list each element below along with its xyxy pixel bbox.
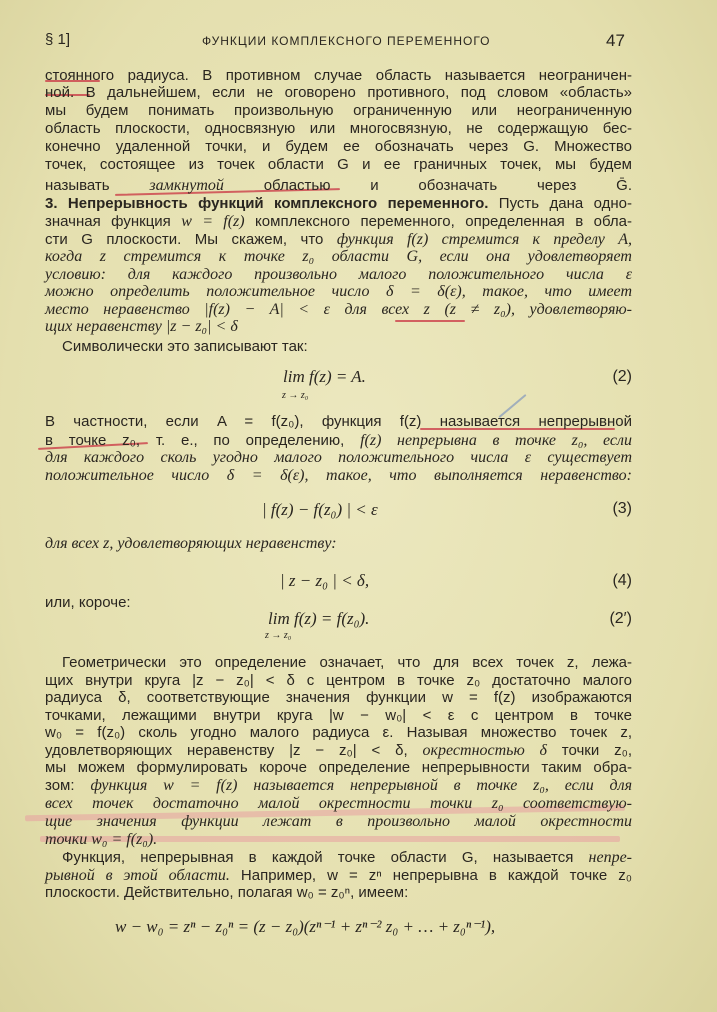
text-line xyxy=(45,813,632,831)
text-line xyxy=(45,449,632,467)
text-run: или, короче: xyxy=(45,594,131,611)
text-line xyxy=(45,138,632,156)
text-line xyxy=(45,884,632,902)
text-run: сти G плоскости. Мы скажем, что xyxy=(45,231,337,248)
text-line xyxy=(45,867,632,885)
text-run: зом: xyxy=(45,777,91,794)
italic-text: всех точек достаточно малой окрестности точки z₀ соответствую- xyxy=(45,795,632,812)
text-run: w₀ = f(z₀) сколь угодно малого радиуса ε. Называя множество точек z, xyxy=(45,724,632,741)
text-run: Например, w = zⁿ непрерывна в каждой точке z₀ xyxy=(229,867,632,884)
text-line xyxy=(45,742,632,760)
text-run: точки z₀, xyxy=(546,742,633,759)
italic-text: окрестностью δ xyxy=(422,742,547,759)
italic-text: w = f(z) xyxy=(181,213,245,230)
text-line xyxy=(45,535,632,553)
text-line xyxy=(45,301,632,319)
text-run: мы можем формулировать короче определение непрерывности таким обра- xyxy=(45,759,632,776)
italic-text: f(z) непрерывна в точке z₀, если xyxy=(360,432,632,449)
italic-text: для всех z, удовлетворяющих неравенству: xyxy=(45,535,337,552)
italic-text: рывной в этой области. xyxy=(45,867,230,884)
text-line xyxy=(45,759,632,777)
formula-4: | z − z₀ | < δ, xyxy=(280,571,370,590)
text-line xyxy=(45,672,632,690)
formula-2-prime-number: (2′) xyxy=(609,610,632,627)
text-line xyxy=(45,195,632,213)
formula-5: w − w₀ = zⁿ − z₀ⁿ = (z − z₀)(zⁿ⁻¹ + zⁿ⁻² z₀ + … + z₀ⁿ⁻¹), xyxy=(115,917,496,936)
italic-text: непре- xyxy=(588,849,632,866)
text-line xyxy=(45,213,632,231)
text-run: Пусть дана одно- xyxy=(488,195,632,212)
text-line xyxy=(45,248,632,266)
text-run: радиуса δ, соответствующие значения функции w = f(z) изображаются xyxy=(45,689,632,706)
text-run: стоянного радиуса. В противном случае область называется неограничен- xyxy=(45,67,632,84)
formula-3-number: (3) xyxy=(612,500,632,517)
italic-text: замкнутой xyxy=(149,177,224,194)
formula-4-number: (4) xyxy=(612,572,632,589)
text-line xyxy=(45,467,632,485)
text-run: удовлетворяющих неравенству |z − z₀| < δ, xyxy=(45,742,423,759)
text-run: конечно удаленной точки, и будем ее обозначать через G. Множество xyxy=(45,138,632,155)
italic-text: можно определить положительное число δ = δ(ε), такое, что имеет xyxy=(45,283,632,300)
text-run: значная функция xyxy=(45,213,182,230)
italic-text: щих неравенству |z − z₀| < δ xyxy=(45,318,238,335)
text-line xyxy=(62,338,632,356)
italic-text: для каждого сколь угодно малого положительного числа ε существует xyxy=(45,449,632,466)
formula-2-number: (2) xyxy=(612,368,632,385)
italic-text: щие значения функции лежат в произвольно малой окрестности xyxy=(45,813,632,830)
italic-text: когда z стремится к точке z₀ области G, если она удовлетворяет xyxy=(45,248,632,265)
text-line xyxy=(45,724,632,742)
section-marker: § 1] xyxy=(45,31,71,48)
italic-text: функция f(z) стремится к пределу A, xyxy=(336,231,632,248)
text-line xyxy=(45,831,632,849)
text-line xyxy=(45,231,632,249)
text-run: плоскости. Действительно, полагая w₀ = z₀ⁿ, имеем: xyxy=(45,884,409,901)
italic-text: условию: для каждого произвольно малого положительного числа ε xyxy=(45,266,632,283)
text-line xyxy=(45,413,632,431)
formula-2-prime-limit: z → z₀ xyxy=(265,630,292,641)
text-line xyxy=(45,177,632,195)
text-line xyxy=(45,102,632,120)
text-line xyxy=(62,849,632,867)
text-run: комплексного переменного, определенная в обла- xyxy=(244,213,633,230)
italic-text: функция w = f(z) называется непрерывной в точке z₀, если для xyxy=(90,777,633,794)
text-run: Функция, непрерывная в каждой точке области G, называется xyxy=(62,849,589,866)
text-run: мы будем понимать произвольную ограниченную или неограниченную xyxy=(45,102,632,119)
italic-text: место неравенство |f(z) − A| < ε для всех z (z ≠ z₀), удовлетворяю- xyxy=(45,301,632,318)
text-run: точками, лежащими внутри круга |w − w₀| < ε с центром в точке xyxy=(45,707,632,724)
text-line xyxy=(45,432,632,450)
text-run: ной. В дальнейшем, если не оговорено противного, под словом «область» xyxy=(45,84,632,101)
text-run: Символически это записывают так: xyxy=(62,338,308,355)
text-line xyxy=(45,777,632,795)
text-run: В частности, если A = f(z₀), функция f(z) называется непрерывной xyxy=(45,413,632,430)
running-title: ФУНКЦИИ КОМПЛЕКСНОГО ПЕРЕМЕННОГО xyxy=(202,34,491,48)
italic-text: точки w₀ = f(z₀). xyxy=(45,831,158,848)
text-line xyxy=(45,67,632,85)
formula-2-limit: z → z₀ xyxy=(282,390,309,401)
formula-3: | f(z) − f(z₀) | < ε xyxy=(262,500,378,519)
text-line xyxy=(45,795,632,813)
text-line xyxy=(45,689,632,707)
text-line xyxy=(45,120,632,138)
text-line xyxy=(45,283,632,301)
formula-2: lim f(z) = A. xyxy=(283,367,366,386)
text-line xyxy=(62,654,632,672)
text-run: Геометрически это определение означает, что для всех точек z, лежа- xyxy=(62,654,632,671)
text-line xyxy=(45,156,632,174)
text-run: в точке z₀, т. е., по определению, xyxy=(45,432,361,449)
bold-heading: 3. Непрерывность функций комплексного переменного. xyxy=(45,195,489,212)
formula-2-prime: lim f(z) = f(z₀). xyxy=(268,609,370,628)
text-run: область плоскости, односвязную или многосвязную, не содержащую бес- xyxy=(45,120,632,137)
text-run: щих внутри круга |z − z₀| < δ с центром в точке z₀ достаточно малого xyxy=(45,672,632,689)
italic-text: положительное число δ = δ(ε), такое, что выполняется неравенство: xyxy=(45,467,632,484)
text-line xyxy=(45,318,632,336)
text-run: называть xyxy=(45,177,150,194)
text-line xyxy=(45,266,632,284)
page-number: 47 xyxy=(606,31,625,50)
text-line xyxy=(45,84,632,102)
text-run: точек, состоящее из точек области G и ее граничных точек, мы будем xyxy=(45,156,632,173)
text-run: областью и обозначать через Ḡ. xyxy=(223,177,632,194)
text-line xyxy=(45,707,632,725)
